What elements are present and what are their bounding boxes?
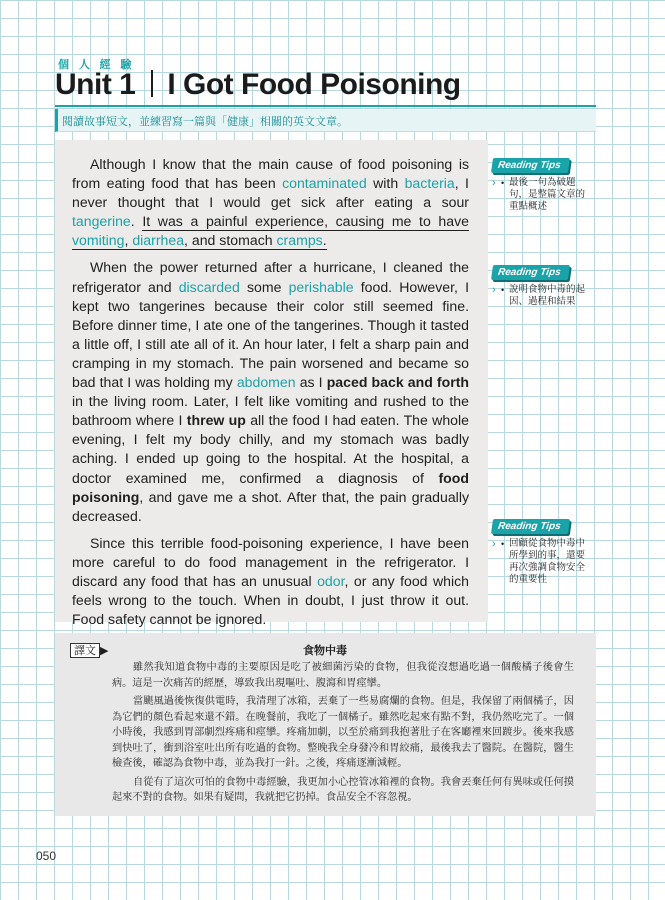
phrase: paced back and forth (326, 374, 469, 391)
text: as I (295, 374, 327, 391)
keyword: discarded (178, 278, 240, 295)
translation-tag: 譯文 (70, 643, 100, 658)
keyword: perishable (288, 278, 354, 295)
reading-tips-badge: Reading Tips (491, 158, 570, 173)
text: all the food I had eaten. The whole evening, I felt my body chilly, and my stomach was badly aching. I ended up going to the hospital. At the hospital, a doctor examined me, confirmed a diagnosis of (72, 412, 469, 486)
unit-title: I Got Food Poisoning (167, 68, 461, 101)
text: with (366, 175, 405, 192)
chevron-right-icon: › (492, 284, 496, 296)
keyword: tangerine (72, 213, 131, 230)
reading-tip-3 (492, 516, 588, 586)
page-number: 050 (36, 849, 57, 863)
text: , and stomach (184, 232, 277, 249)
text: . (130, 213, 143, 230)
translation-body (112, 660, 574, 809)
subtitle: 閱讀故事短文，並練習寫一篇與「健康」相關的英文文章。 (62, 115, 348, 128)
paragraph-3 (72, 534, 469, 629)
text: some (239, 278, 289, 295)
reading-tip-2 (492, 262, 588, 308)
title-rule (55, 105, 596, 107)
keyword: odor (317, 572, 345, 589)
reading-tip-1 (492, 155, 588, 213)
tip-text: 最後一句為破題句，是整篇文章的重點概述 (509, 177, 586, 212)
translation-paragraph: 自從有了這次可怕的食物中毒經驗，我更加小心控管冰箱裡的食物。我會丟棄任何有異味或任何摸起來不對的食物。如果有疑問，我就把它扔掉。食品安全不容忽視。 (112, 776, 574, 803)
text: , and gave me a shot. After that, the pain gradually decreased. (72, 488, 469, 524)
passage (72, 155, 469, 637)
unit-label: Unit 1 (55, 68, 136, 101)
paragraph-1 (72, 155, 469, 250)
tip-text: 回顧從食物中毒中所學到的事，還要再次強調食物安全的重要性 (509, 538, 586, 585)
bullet-icon: • (501, 285, 505, 295)
triangle-right-icon: ▶ (100, 644, 109, 657)
text: , (124, 232, 133, 249)
title-separator (151, 70, 153, 97)
text: , I never thought that I would get sick after eating a sour (72, 175, 469, 211)
bullet-icon: • (501, 539, 505, 549)
bullet-icon: • (501, 178, 505, 188)
phrase: threw up (186, 412, 246, 429)
text: When the power returned after a hurricane, I cleaned the refrigerator and (72, 259, 469, 295)
reading-tips-badge: Reading Tips (491, 519, 570, 534)
section-kicker: 個 人 經 驗 (58, 58, 135, 71)
text: , or any food which feels wrong to the touch. When in doubt, I just throw it out. Food safety cannot be ignored. (72, 572, 470, 628)
reading-tips-badge: Reading Tips (491, 265, 570, 280)
text: in the living room. Later, I felt like vomiting and rushed to the bathroom where I (72, 393, 469, 429)
chevron-right-icon: › (492, 177, 496, 189)
text: Since this terrible food-poisoning experience, I have been more careful to do food management in the refrigerator. I discard any food that has an unusual (72, 534, 469, 589)
keyword: abdomen (236, 374, 296, 391)
keyword: bacteria (404, 175, 455, 192)
translation-paragraph: 雖然我知道食物中毒的主要原因是吃了被細菌污染的食物，但我從沒想過吃過一個酸橘子後會生病。這是一次痛苦的經歷，導致我出現嘔吐、腹瀉和胃痙攣。 (112, 662, 574, 689)
keyword: cramps (276, 232, 323, 249)
paragraph-2 (72, 258, 469, 525)
keyword: contaminated (282, 175, 367, 192)
keyword: vomiting (72, 232, 125, 249)
page-title (55, 68, 461, 102)
keyword: diarrhea (132, 232, 185, 249)
text: Although I know that the main cause of food poisoning is from eating food that has been (72, 156, 469, 192)
translation-paragraph: 當颶風過後恢復供電時，我清理了冰箱，丟棄了一些易腐爛的食物。但是，我保留了兩個橘子，因為它們的顏色看起來還不錯。在晚餐前，我吃了一個橘子。雖然吃起來有點不對，我仍然吃完了。一個小時後，我感到胃部劇烈疼痛和痙攣。疼痛加劇，以至於痛到我抱著肚子在客廳裡來回踱步。後來我感到快吐了，衝到浴室吐出所有吃過的食物。整晚我全身發冷和胃絞痛，最後我去了醫院。在醫院，醫生檢查後，確認為食物中毒，並為我打一針。之後，疼痛逐漸減輕。 (112, 696, 574, 769)
text: . (322, 232, 327, 249)
translation-title: 食物中毒 (303, 644, 347, 657)
translation-label (70, 642, 108, 658)
text: food. However, I kept two tangerines because their color still seemed fine. Before dinner time, I ate one of the tangerines. Though it tasted a little off, I still ate all of it. An hour later, I felt a sharp pain and cramping in my stomach. The pain worsened and became so bad that I was holding my (72, 278, 470, 391)
tip-text: 說明食物中毒的起因、過程和結果 (509, 284, 586, 307)
chevron-right-icon: › (492, 538, 496, 550)
phrase: food poisoning (72, 469, 469, 505)
text: It was a painful experience, causing me to have (142, 213, 469, 230)
